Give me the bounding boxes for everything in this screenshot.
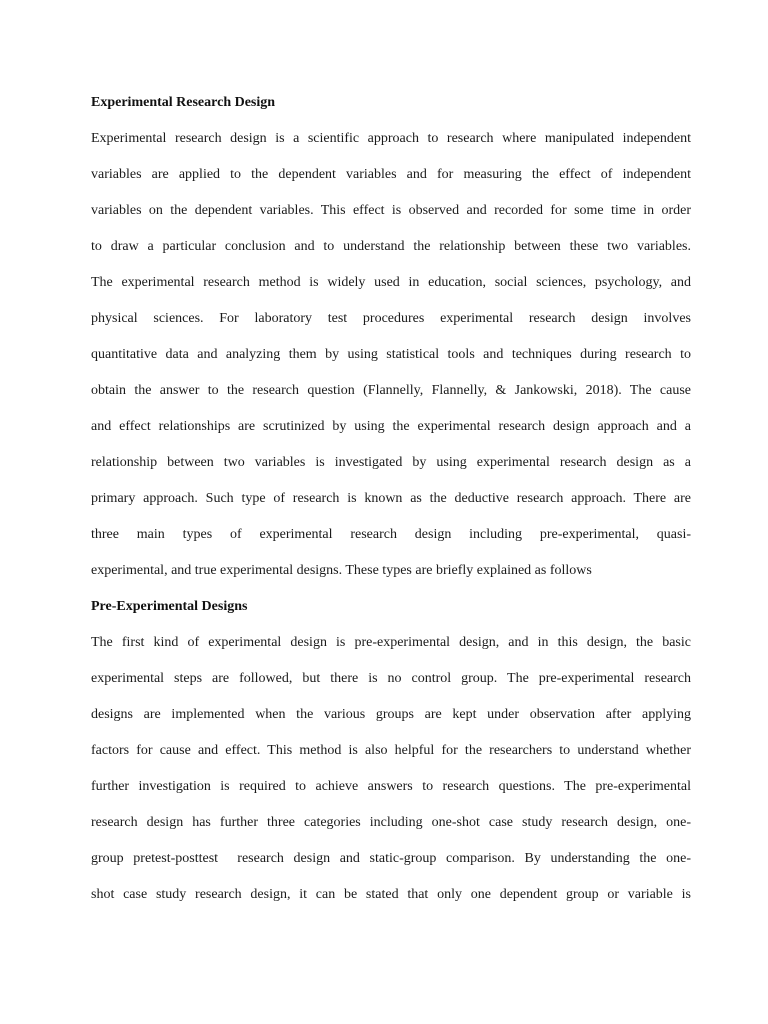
paragraph-line: relationship between two variables is investigated by using experimental research design as a <box>91 455 691 470</box>
paragraph-line: shot case study research design, it can be stated that only one dependent group or variable is <box>91 887 691 902</box>
paragraph-line: to draw a particular conclusion and to understand the relationship between these two variables. <box>91 239 691 254</box>
paragraph-line: further investigation is required to achieve answers to research questions. The pre-experimental <box>91 779 691 794</box>
paragraph-line: The first kind of experimental design is pre-experimental design, and in this design, the basic <box>91 635 691 650</box>
paragraph-line: three main types of experimental research design including pre-experimental, quasi- <box>91 527 691 542</box>
paragraph-line: The experimental research method is widely used in education, social sciences, psychology, and <box>91 275 691 290</box>
paragraph-line: group pretest-posttest research design and static-group comparison. By understanding the one- <box>91 851 691 866</box>
paragraph-line: factors for cause and effect. This method is also helpful for the researchers to understand whether <box>91 743 691 758</box>
paragraph-line: experimental steps are followed, but there is no control group. The pre-experimental research <box>91 671 691 686</box>
paragraph-line: quantitative data and analyzing them by using statistical tools and techniques during research to <box>91 347 691 362</box>
paragraph-line: Experimental research design is a scientific approach to research where manipulated independent <box>91 131 691 146</box>
paragraph-line: and effect relationships are scrutinized by using the experimental research design approach and a <box>91 419 691 434</box>
section-heading: Pre-Experimental Designs <box>91 599 248 614</box>
paragraph-line: physical sciences. For laboratory test procedures experimental research design involves <box>91 311 691 326</box>
paragraph-line: research design has further three categories including one-shot case study research design, one- <box>91 815 691 830</box>
paragraph-line: primary approach. Such type of research is known as the deductive research approach. There are <box>91 491 691 506</box>
paragraph-line: variables on the dependent variables. This effect is observed and recorded for some time in order <box>91 203 691 218</box>
paragraph-line: experimental, and true experimental designs. These types are briefly explained as follows <box>91 563 592 578</box>
section-heading: Experimental Research Design <box>91 95 276 110</box>
paragraph-line: variables are applied to the dependent variables and for measuring the effect of independent <box>91 167 691 182</box>
paragraph-line: obtain the answer to the research question (Flannelly, Flannelly, & Jankowski, 2018). The cause <box>91 383 691 398</box>
paragraph-line: designs are implemented when the various groups are kept under observation after applying <box>91 707 691 722</box>
document-body <box>91 85 691 913</box>
